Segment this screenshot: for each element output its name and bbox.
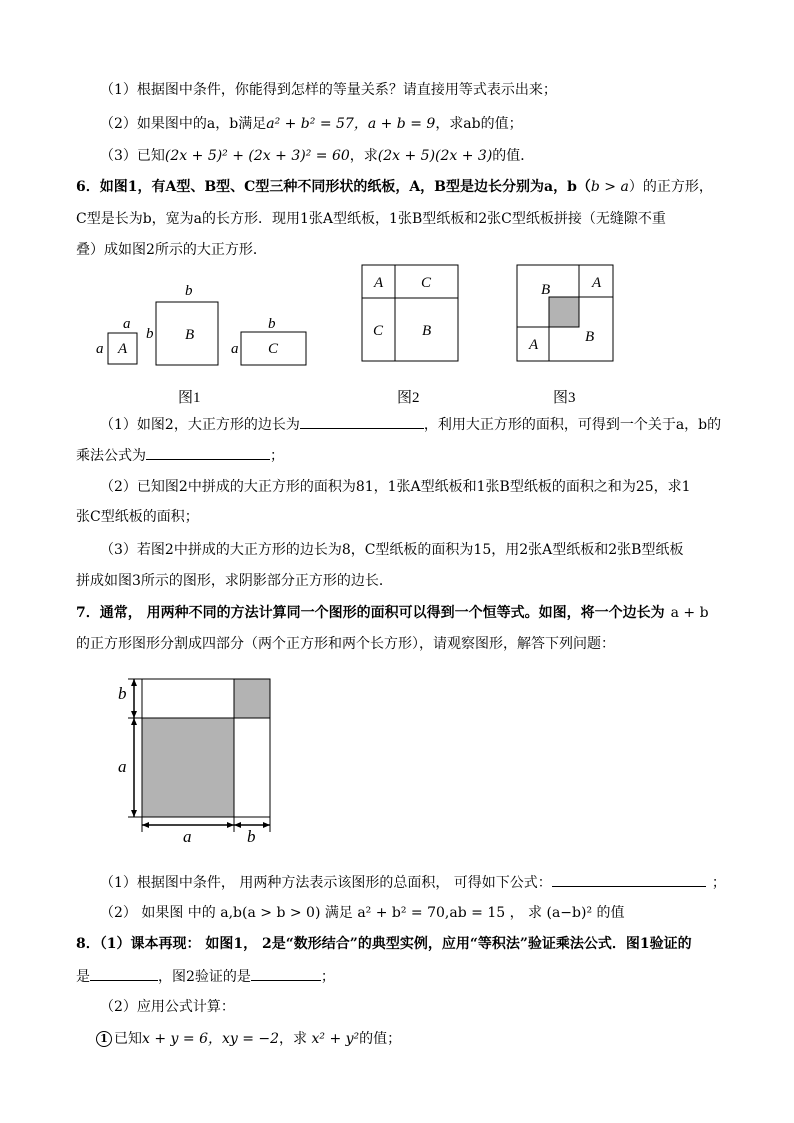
fig1-label-b-left: b xyxy=(146,326,154,342)
q7-line1-math: a + b xyxy=(670,605,709,621)
q8-line3: （2）应用公式计算： xyxy=(100,999,235,1015)
q6-part1-text2: ，利用大正方形的面积，可得到一个关于a，b的 xyxy=(423,417,722,433)
q7-arrow-4 xyxy=(131,810,137,817)
fig3-label-A-top: A xyxy=(592,275,602,291)
fig1-label-b-top: b xyxy=(185,283,193,299)
q7-label-a-bottom: a xyxy=(183,827,192,844)
q6-part3-line1: （3）若图2中拼成的大正方形的边长为8，C型纸板的面积为15，用2张A型纸板和2张B型纸板 xyxy=(100,542,684,558)
q5-part3-math2: (2x + 5)(2x + 3) xyxy=(377,148,493,164)
q6-part2-line2: 张C型纸板的面积； xyxy=(76,509,199,525)
q6-part2-line1: （2）已知图2中拼成的大正方形的面积为81，1张A型纸板和1张B型纸板的面积之和为25，求1 xyxy=(100,479,691,495)
q7-line2: 的正方形图形分割成四部分（两个正方形和两个长方形），请观察图形，解答下列问题： xyxy=(76,636,615,652)
answer-blank-fig1[interactable] xyxy=(90,966,158,981)
fig1-label-b-rect: b xyxy=(268,316,276,332)
q7-square-a xyxy=(142,718,234,817)
fig1-label-B: B xyxy=(185,327,195,343)
q5-part3-math: (2x + 5)² + (2x + 3)² = 60 xyxy=(164,148,350,164)
q7-arrow-2 xyxy=(131,711,137,718)
q7-label-a-left: a xyxy=(118,757,127,776)
q8-line4-text: 已知 xyxy=(114,1031,142,1047)
answer-blank-fig2[interactable] xyxy=(251,966,321,981)
q7-arrow-5 xyxy=(142,822,149,828)
circled-number-1: 1 xyxy=(96,1031,112,1047)
q7-arrow-1 xyxy=(131,679,137,686)
caption-fig1: 图1 xyxy=(178,390,201,406)
fig2-label-B: B xyxy=(422,323,432,339)
q6-part1-line1 xyxy=(100,414,721,435)
q8-line2-end: ； xyxy=(320,969,335,985)
q8-line1 xyxy=(76,934,692,954)
q6-line1-tail: ）的正方形， xyxy=(628,179,713,195)
q5-part1: （1）根据图中条件，你能得到怎样的等量关系？请直接用等式表示出来； xyxy=(100,82,557,98)
fig1-label-a-top: a xyxy=(123,316,131,332)
q6-part1-end: ； xyxy=(270,448,284,464)
fig2-label-C-top: C xyxy=(421,275,432,291)
fig1-label-a-left: a xyxy=(96,341,104,357)
figure-1 xyxy=(90,280,320,375)
q7-line1-text: 7．通常， 用两种不同的方法计算同一个图形的面积可以得到一个恒等式。如图，将一个边长为 xyxy=(76,605,665,621)
q5-part2 xyxy=(100,114,523,134)
q6-line3: 叠）成如图2所示的大正方形． xyxy=(76,242,267,258)
answer-blank-formula[interactable] xyxy=(146,445,270,460)
q8-line2 xyxy=(76,966,335,987)
q7-arrow-7 xyxy=(234,822,241,828)
q8-line1-text: 8．（1）课本再现： 如图1， 2是“数形结合”的典型实例，应用“等积法”验证乘法公式．图1验证的 xyxy=(76,936,692,952)
fig2-label-C-left: C xyxy=(373,323,384,339)
q8-line4-ask: ，求 xyxy=(279,1031,312,1047)
fig1-label-A: A xyxy=(118,341,128,357)
q5-part3-tail: 的值． xyxy=(492,148,535,164)
q7-label-b-left: b xyxy=(118,684,127,703)
q7-part1-text: （1）根据图中条件， 用两种方法表示该图形的总面积， 可得如下公式： xyxy=(100,875,552,891)
fig1-label-a-rect: a xyxy=(231,341,239,357)
caption-fig2: 图2 xyxy=(397,390,420,406)
q7-arrow-8 xyxy=(263,822,270,828)
q7-label-b-bottom: b xyxy=(247,827,256,844)
figure-2 xyxy=(360,263,462,365)
q7-arrow-6 xyxy=(227,822,234,828)
q6-part1-line2 xyxy=(76,445,284,466)
fig2-label-A: A xyxy=(374,275,384,291)
q7-part2: （2） 如果图 中的 a,b(a > b > 0) 满足 a² + b² = 70,ab = 15 ， 求 (a−b)² 的值 xyxy=(100,905,625,921)
q8-line4 xyxy=(96,1029,401,1049)
q5-part3-ask: ，求 xyxy=(349,148,378,164)
q5-part3 xyxy=(100,146,534,166)
q6-line1-text: 6．如图1，有A型、B型、C型三种不同形状的纸板，A，B型是边长分别为a，b（ xyxy=(76,179,591,195)
figure-q7-square xyxy=(110,672,280,844)
q7-line1 xyxy=(76,603,709,623)
answer-blank-side-length[interactable] xyxy=(300,414,424,429)
q8-line2-text2: ，图2验证的是 xyxy=(158,969,251,985)
q5-part3-text: （3）已知 xyxy=(100,148,165,164)
q8-line2-text: 是 xyxy=(76,969,90,985)
q8-line4-math2: x² + y² xyxy=(311,1031,360,1047)
q8-line4-end: 的值； xyxy=(359,1031,402,1047)
q7-part1 xyxy=(100,872,726,893)
fig3-label-A-bottom: A xyxy=(529,337,539,353)
q5-part2-math: a² + b² = 57，a + b = 9 xyxy=(266,116,436,132)
caption-fig3: 图3 xyxy=(553,390,576,406)
q6-line2: C型是长为b，宽为a的长方形．现用1张A型纸板，1张B型纸板和2张C型纸板拼接（无缝隙不重 xyxy=(76,211,666,227)
answer-blank-area-formula[interactable] xyxy=(552,872,706,887)
q7-square-b xyxy=(234,679,270,718)
q6-part1-formula-label: 乘法公式为 xyxy=(76,448,146,464)
q6-line1 xyxy=(76,177,713,197)
fig3-label-B-bottom: B xyxy=(585,329,595,345)
q6-part1-text: （1）如图2，大正方形的边长为 xyxy=(100,417,300,433)
fig1-label-C: C xyxy=(268,341,279,357)
fig3-label-B-top: B xyxy=(541,282,551,298)
q5-part2-tail: ，求ab的值； xyxy=(435,116,523,132)
fig3-shaded-square xyxy=(549,297,579,327)
q8-line4-math: x + y = 6，xy = −2 xyxy=(142,1031,280,1047)
q6-part3-line2: 拼成如图3所示的图形，求阴影部分正方形的边长． xyxy=(76,573,393,589)
q7-arrow-3 xyxy=(131,718,137,725)
q5-part2-text: （2）如果图中的a，b满足 xyxy=(100,116,267,132)
q7-part1-end: ； xyxy=(711,875,726,891)
q6-line1-math: b > a xyxy=(590,179,629,195)
figure-3 xyxy=(515,263,617,365)
